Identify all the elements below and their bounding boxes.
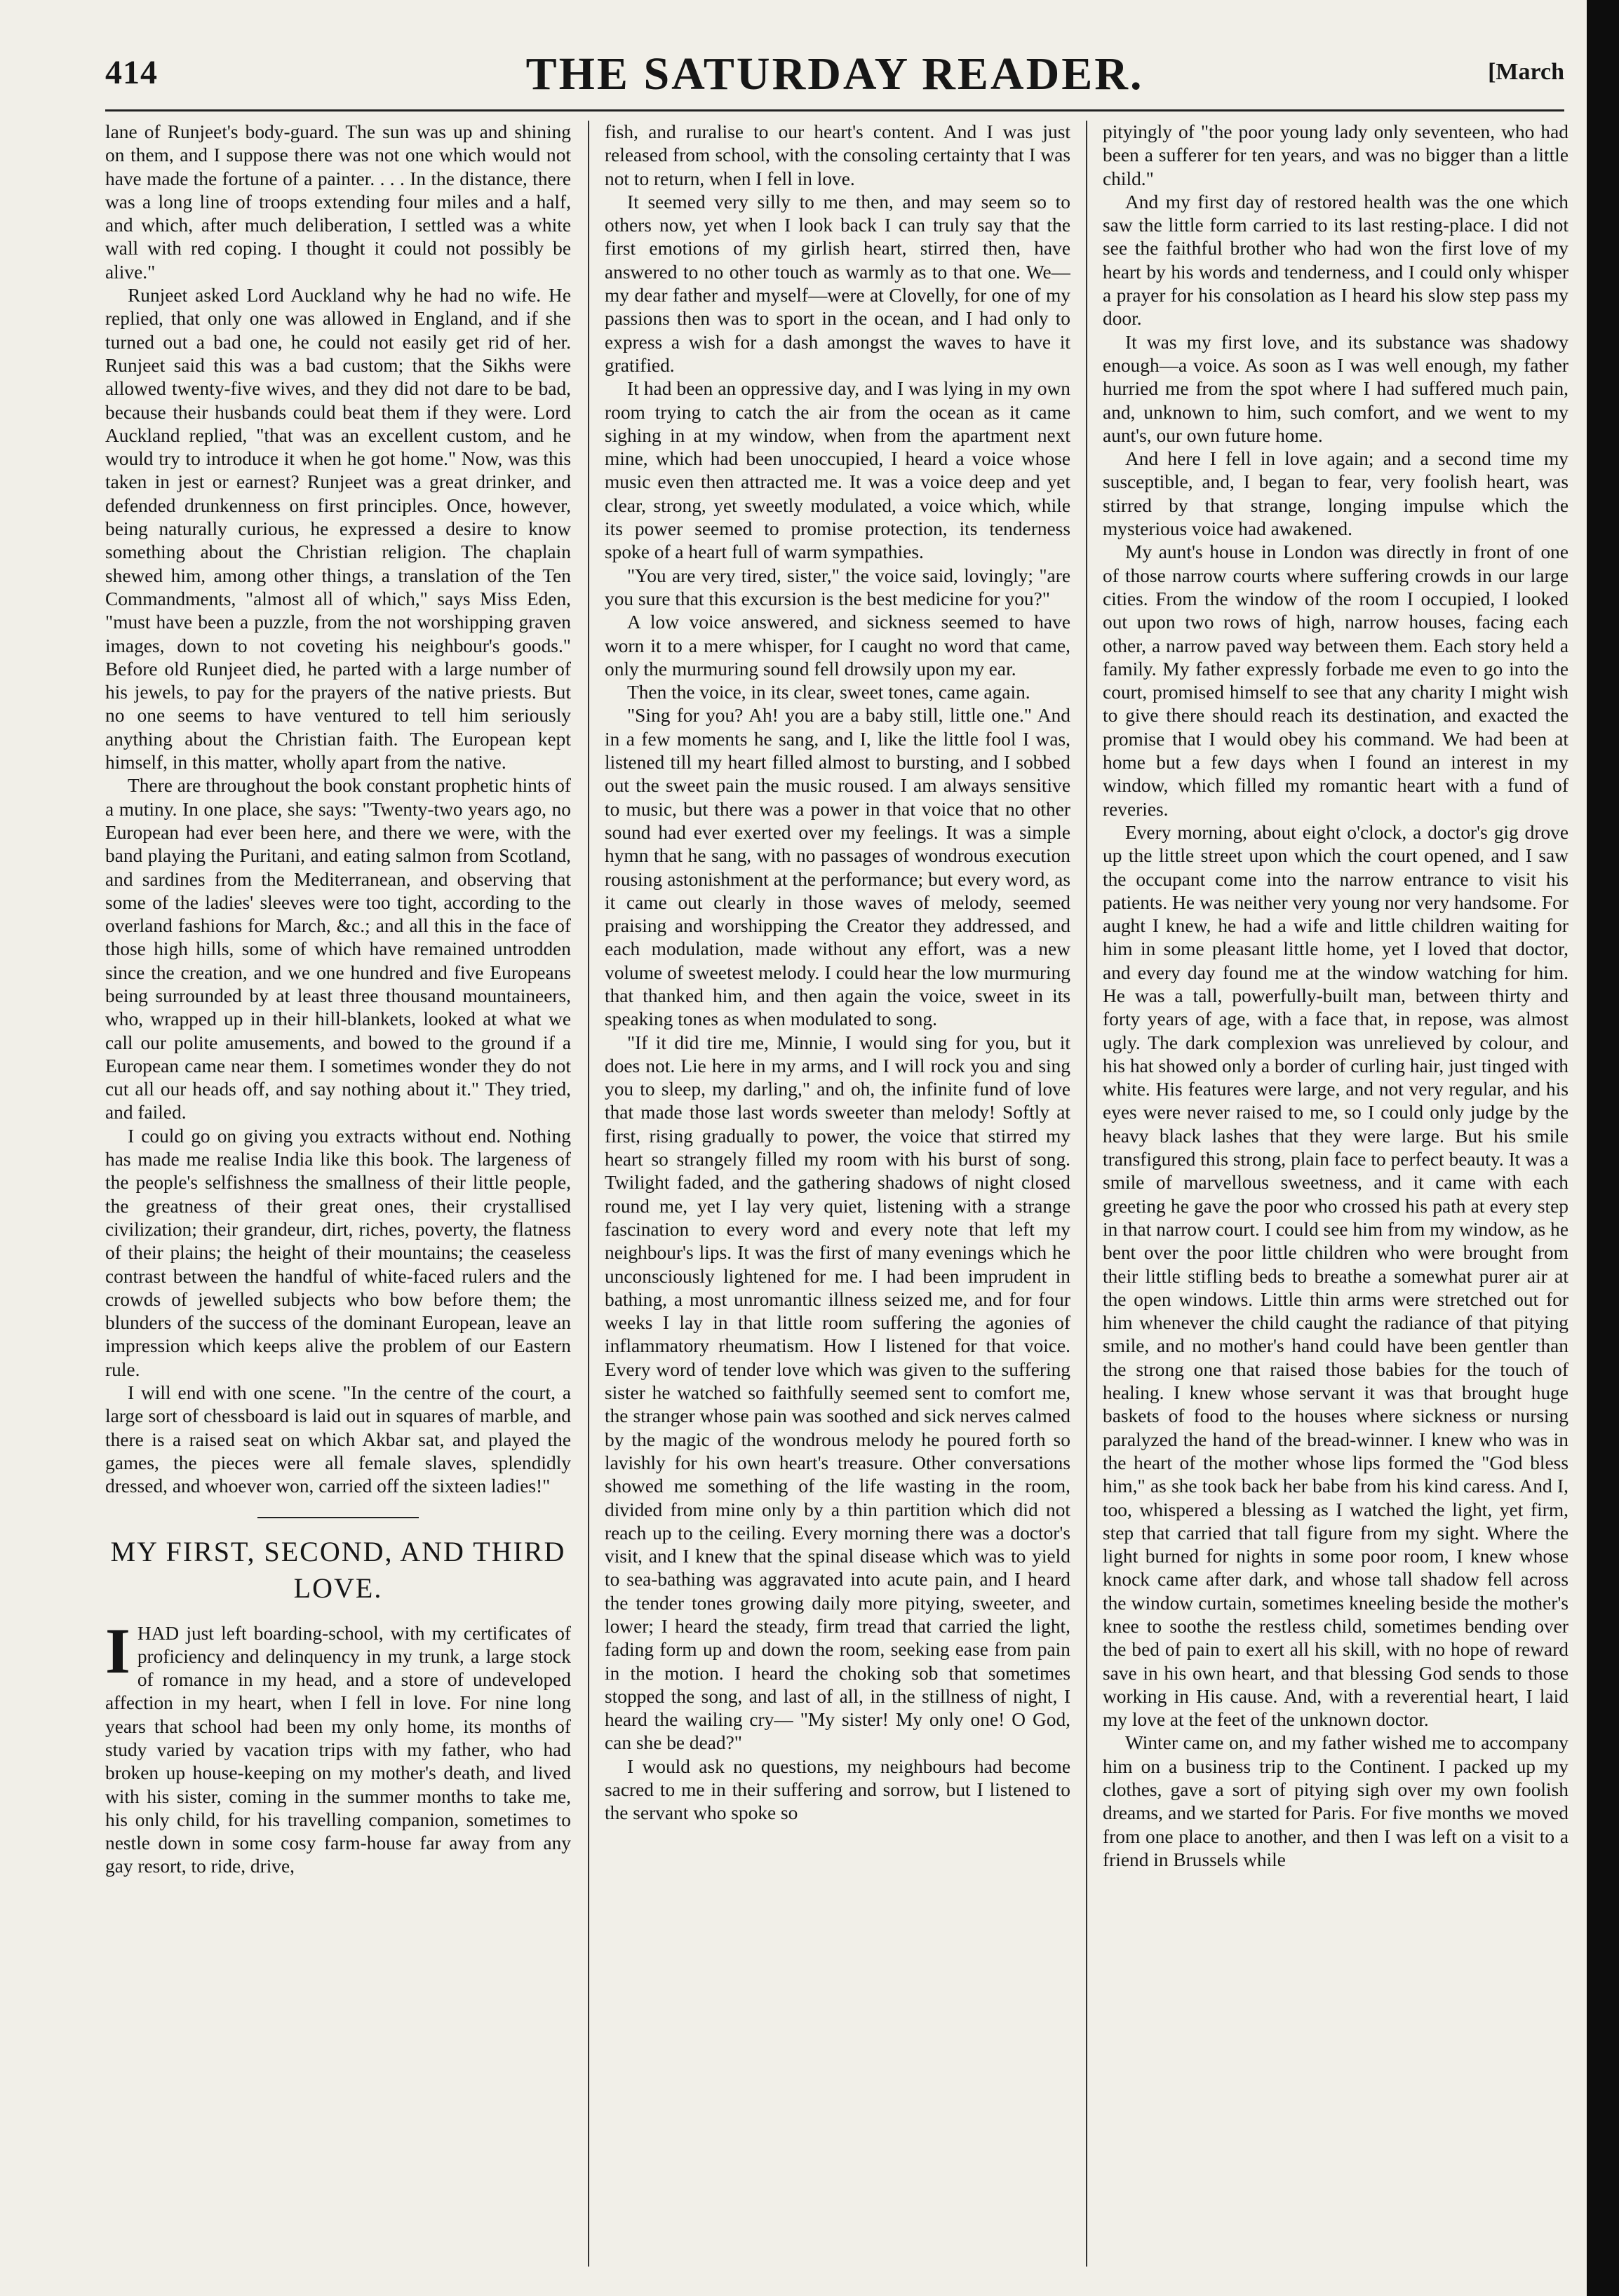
column-1 bbox=[105, 121, 571, 2267]
paragraph: Then the voice, in its clear, sweet tones, came again. bbox=[627, 682, 1030, 703]
paragraph: "Sing for you? Ah! you are a baby still, little one." And in a few moments he sang, and I, like the little fool I was, listened till my heart filled almost to bursting, and I sobbed out the sweet pain the music roused. I am always sensitive to music, but there was a power in that voice that no other sound had ever exerted over my feelings. It was a simple hymn that he sang, with no passages of wondrous execution rousing astonishment at the performance; but every word, as it came out clearly in those waves of melody, seemed praising and worshipping the Creator they addressed, and each modulation, made without any effort, was a new volume of sweetest melody. I could hear the low murmuring that thanked him, and then again the voice, sweet in its speaking tones as when modulated to song. bbox=[605, 705, 1070, 1030]
article-separator bbox=[257, 1517, 419, 1518]
paragraph: "You are very tired, sister," the voice said, lovingly; "are you sure that this excursion is the best medicine for you?" bbox=[605, 565, 1070, 609]
paragraph: Runjeet asked Lord Auckland why he had no wife. He replied, that only one was allowed in England, and if she turned out a bad one, he could not easily get rid of her. Runjeet said this was a bad custom; that the Sikhs were allowed twenty-five wives, and they did not dare to be bad, because their husbands could beat them if they were. Lord Auckland replied, "that was an excellent custom, and he would try to introduce it when he got home." Now, was this taken in jest or earnest? Runjeet was a great drinker, and defended drunkenness on first principles. Once, however, being naturally curious, he expressed a desire to know something about the Christian religion. The chaplain shewed him, among other things, a translation of the Ten Commandments, "almost all of which," says Miss Eden, "must have been a puzzle, from the not worshipping graven images, down to not coveting his neighbour's goods." Before old Runjeet died, he parted with a large number of his jewels, to pay for the prayers of the native priests. But no one seems to have ventured to tell him seriously anything about the Christian faith. The European kept himself, in this matter, wholly apart from the native. bbox=[105, 285, 571, 774]
drop-cap: I bbox=[105, 1614, 130, 1687]
paragraph: It seemed very silly to me then, and may seem so to others now, yet when I look back I can truly say that the first emotions of my girlish heart, stirred then, have answered to no other touch as warmly as to that one. We—my dear father and myself—were at Clovelly, for one of my passions then was to sport in the ocean, and I had only to express a wish for a dash amongst the waves to have it gratified. bbox=[605, 191, 1070, 376]
paragraph: lane of Runjeet's body-guard. The sun was up and shining on them, and I suppose there was not one which would not have made the fortune of a painter. . . . In the distance, there was a long line of troops extending four miles and a half, and which, after much deliberation, I settled was a white wall with red coping. I thought it could not possibly be alive." bbox=[105, 121, 571, 283]
page-number: 414 bbox=[105, 54, 158, 91]
paragraph: It had been an oppressive day, and I was lying in my own room trying to catch the air from the ocean as it came sighing in at my window, when from the apartment next mine, which had been unoccupied, I heard a voice whose music even then attracted me. It was a voice deep and yet clear, strong, yet sweetly modulated, a voice which, while its power seemed to promise protection, its tenderness spoke of a heart full of warm sympathies. bbox=[605, 378, 1070, 563]
paragraph: There are throughout the book constant prophetic hints of a mutiny. In one place, she says: "Twenty-two years ago, no European had ever been here, and there we were, with the band playing the Puritani, and eating salmon from Scotland, and sardines from the Mediterranean, and observing that some of the ladies' sleeves were too tight, according to the overland fashions for March, &c.; and all this in the face of those high hills, some of which have remained untrodden since the creation, and we one hundred and five Europeans being surrounded by at least three thousand mountaineers, who, wrapped up in their hill-blankets, looked at what we call our polite amusements, and bowed to the ground if a European came near them. I sometimes wonder they do not cut all our heads off, and say nothing about it." They tried, and failed. bbox=[105, 775, 571, 1123]
column-divider bbox=[1086, 121, 1087, 2267]
masthead-title: THE SATURDAY READER. bbox=[525, 48, 1144, 100]
page-binding-edge bbox=[1587, 0, 1619, 2296]
paragraph: A low voice answered, and sickness seemed to have worn it to a mere whisper, for I caught no word that came, only the murmuring sound fell drowsily upon my ear. bbox=[605, 612, 1070, 680]
issue-date: [March bbox=[1488, 59, 1564, 85]
paragraph: I will end with one scene. "In the centre of the court, a large sort of chessboard is laid out in squares of marble, and there is a raised seat on which Akbar sat, and played the games, the pieces were all female slaves, splendidly dressed, and whoever won, carried off the sixteen ladies!" bbox=[105, 1382, 571, 1497]
column-divider bbox=[588, 121, 589, 2267]
header-rule bbox=[105, 109, 1564, 112]
article-first-paragraph bbox=[105, 1614, 571, 1879]
first-paragraph-text: HAD just left boarding-school, with my certificates of proficiency and delinquency in my trunk, a large stock of romance in my head, and a store of undeveloped affection in my heart, when I fell in love. For nine long years that school had been my only home, its months of study varied by vacation trips with my father, who had broken up house-keeping on my mother's death, and lived with his sister, coming in the summer months to take me, his only child, for his travelling companion, sometimes to nestle down in some cosy farm-house far away from any gay resort, to ride, drive, bbox=[105, 1622, 571, 1877]
paragraph: fish, and ruralise to our heart's content. And I was just released from school, with the consoling certainty that I was not to return, when I fell in love. bbox=[605, 121, 1070, 189]
article-title: MY FIRST, SECOND, AND THIRD LOVE. bbox=[110, 1535, 566, 1604]
page-header bbox=[105, 43, 1564, 107]
column-3 bbox=[1103, 121, 1568, 2267]
paragraph: pityingly of "the poor young lady only seventeen, who had been a sufferer for ten years, and was no bigger than a little child." bbox=[1103, 121, 1568, 189]
paragraph: My aunt's house in London was directly in front of one of those narrow courts where suffering crowds in our large cities. From the window of the room I occupied, I looked out upon two rows of high, narrow houses, facing each other, a narrow paved way between them. Each story held a family. My father expressly forbade me even to go into the court, promised himself to see that any charity I might wish to give there should reach its destination, and exacted the promise that I would obey his command. We had been at home but a few days when I found an interest in my window, which filled my romantic heart with a fund of reveries. bbox=[1103, 541, 1568, 820]
paragraph: Every morning, about eight o'clock, a doctor's gig drove up the little street upon which the court opened, and I saw the occupant come into the narrow entrance to visit his patients. He was neither very young nor very handsome. For aught I knew, he had a wife and little children waiting for him in some pleasant little home, yet I loved that doctor, and every day found me at the window watching for him. He was a tall, powerfully-built man, between thirty and forty years of age, with a face that, in repose, was almost ugly. The dark complexion was unrelieved by colour, and his hat showed only a border of curling hair, just tinged with white. His features were large, and not very regular, and his eyes were never raised to me, so I could only judge by the heavy black lashes that they were large. But his smile transfigured this strong, plain face to perfect beauty. It was a smile of marvellous sweetness, and it came with each greeting he gave the poor who crossed his path at every step in that narrow court. I could see him from my window, as he bent over the poor little children who were brought from their little stifling beds to breathe a somewhat purer air at the open windows. Little thin arms were stretched out for him whenever the child caught the radiance of that pitying smile, and no mother's hand could have been gentler than the strong one that raised those babies for the touch of healing. I knew whose servant it was that brought huge baskets of food to the houses where sickness or nursing paralyzed the hand of the bread-winner. I knew who was in the heart of the mother whose lips formed the "God bless him," as she took back her babe from his kind caress. And I, too, whispered a blessing as I watched the light, yet firm, step that carried that tall figure from my sight. Where the light burned for nights in some poor room, I knew whose knock came after dark, and whose tall shadow fell across the window curtain, sometimes kneeling beside the mother's knee to soothe the restless child, sometimes bending over the bed of pain to exert all his skill, with no hope of reward save in his own heart, and that blessing God sends to those working in His cause. And, with a reverential heart, I laid my love at the feet of the unknown doctor. bbox=[1103, 821, 1568, 1731]
paragraph: And here I fell in love again; and a second time my susceptible, and, I began to fear, very foolish heart, was stirred by that strange, longing impulse which the mysterious voice had awakened. bbox=[1103, 448, 1568, 540]
paragraph: Winter came on, and my father wished me to accompany him on a business trip to the Continent. I packed up my clothes, gave a sort of pitying sigh over my own foolish dreams, and we started for Paris. For five months we moved from one place to another, and then I was left on a visit to a friend in Brussels while bbox=[1103, 1732, 1568, 1870]
paragraph: I could go on giving you extracts without end. Nothing has made me realise India like this book. The largeness of the people's selfishness the smallness of their little people, the greatness of their great ones, their crystallised civilization; their grandeur, dirt, riches, poverty, the flatness of their plains; the height of their mountains; the ceaseless contrast between the handful of white-faced rulers and the crowds of jewelled subjects who bow before them; the blunders of the success of the dominant European, leave an impression which keeps alive the problem of our Eastern rule. bbox=[105, 1125, 571, 1380]
column-2 bbox=[605, 121, 1070, 2267]
paragraph: It was my first love, and its substance was shadowy enough—a voice. As soon as I was well enough, my father hurried me from the spot where I had suffered much pain, and, unknown to him, such comfort, and we went to my aunt's, our own future home. bbox=[1103, 331, 1568, 446]
paragraph: And my first day of restored health was the one which saw the little form carried to its last resting-place. I did not see the faithful brother who had won the first love of my heart by his words and tenderness, and I could only whisper a prayer for his consolation as I heard his slow step pass my door. bbox=[1103, 191, 1568, 330]
paragraph: I would ask no questions, my neighbours had become sacred to me in their suffering and sorrow, but I listened to the servant who spoke so bbox=[605, 1755, 1070, 1824]
paragraph: "If it did tire me, Minnie, I would sing for you, but it does not. Lie here in my arms, and I will rock you and sing you to sleep, my darling," and oh, the infinite fund of love that made those last words sweeter than melody! Softly at first, rising gradually to power, the voice that stirred my heart so strangely filled my room with his burst of song. Twilight faded, and the gathering shadows of night closed round me, yet I lay very quiet, listening with a strange fascination to every word and every note that left my neighbour's lips. It was the first of many evenings which he unconsciously lightened for me. I had been imprudent in bathing, a most unromantic illness seized me, and for four weeks I lay in that little room suffering the agonies of inflammatory rheumatism. How I listened for that voice. Every word of tender love which was given to the suffering sister he watched so faithfully seemed sent to comfort me, the stranger whose pain was soothed and sick nerves calmed by the magic of the wondrous melody he poured forth so lavishly for his own heart's treasure. Other conversations showed me something of the life wasting in the room, divided from mine only by a thin partition which did not reach up to the ceiling. Every morning there was a doctor's visit, and I knew that the spinal disease which was to yield to sea-bathing was aggravated into acute pain, and I heard the tender tones growing daily more pitying, sweeter, and lower; I heard the steady, firm tread that carried the light, fading form up and down the room, seeking ease from pain in the motion. I heard the choking sob that sometimes stopped the song, and last of all, in the stillness of night, I heard the wailing cry— "My sister! My only one! O God, can she be dead?" bbox=[605, 1032, 1070, 1754]
